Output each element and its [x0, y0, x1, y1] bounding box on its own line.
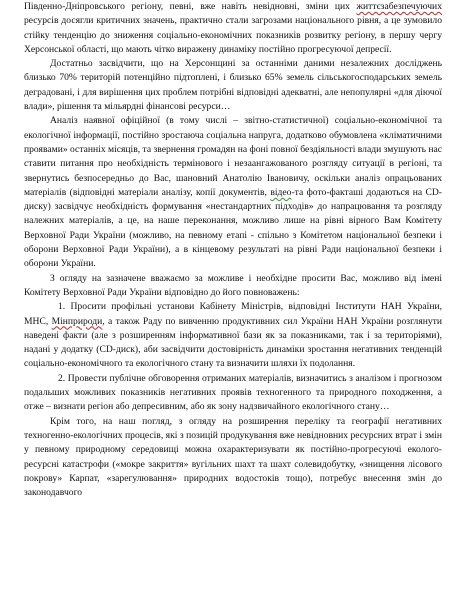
paragraph-text: -та фото-факташі додаються на CD-диску) засвідчує необхідність формування «нестандартних підходів» до напрацювання та розгляду належних матеріалів, а це, на наше переконання, можливо лише на рівні вірного Вам Комітету Верховної Ради України (можливо, на певному етапі - спільно з Комітетом національної безпеки і оборони Верховної Ради України), а в кінцевому результаті на рівні Ради національної безпеки і оборони України. — [24, 186, 442, 270]
paragraph-text: З огляду на зазначене вважаємо за можливе і необхідне просити Вас, можливо від імені Комітету Верховної Ради України відповідно до його повноважень: — [24, 272, 442, 298]
document-page — [24, 0, 442, 500]
paragraph-text: Аналіз наявної офіційної (в тому числі – звітно-статистичної) соціально-економічної та екологічної інформації, постійно зростаюча соціальна напруга, додатково обумовлена «кліматичними проявами» останніх місяців, та звернення громадян на фоні повної бездіяльності влади змушують нас ставити питання про необхідність термінового і незаангажованого розгляду ситуації в регіоні, та звернутись безпосередньо до Вас, шановний Анатолію Івановичу, оскільки аналіз опрацьованих матеріалів (відповідні матеріали аналізу, копії документів, — [24, 115, 442, 198]
paragraph-text: 2. Провести публічне обговорення отриманих матеріалів, визначитись з аналізом і прогнозом подальших можливих показників негативних проявів техногенного та природного походження, а отже – визнати регіон або депресивним, або як зону надзвичайного екологічного стану… — [24, 372, 442, 413]
body-paragraph — [24, 0, 442, 57]
paragraph-text: ресурсів досягли критичних значень, практично стали загрозами національного рівня, а це зумовило стійку тенденцію до зниження соціально-економічних показників розвитку регіону, в першу чергу Херсонської області, що мають чітко виражену динаміку постійно прогресуючої депресії. — [24, 15, 442, 55]
paragraph-text: Південно-Дніпровського регіону, певні, вже навіть невідновні, зміни цих — [24, 1, 357, 12]
body-paragraph — [24, 300, 442, 371]
spellcheck-flagged-word: життєзабезпечуючих — [356, 1, 442, 12]
grammar-flagged-word: відео — [270, 186, 292, 198]
body-paragraph — [24, 57, 442, 114]
paragraph-text: Крім того, на наш погляд, з огляду на розширення переліку та географії негативних техногенно-екологічних процесів, які з позицій продукування вже невідновних ресурсних втрат і змін у певному природному середовищі можна охарактеризувати як постійно-прогресуючі еколого-ресурсні катастрофи («мокре закриття» вугільних шахт та шахт солевидобутку, «знищення лісового покрову» Карпат, «зарегулювання» природних водостоків тощо), потребує внесення змін до законодавчого — [24, 415, 442, 499]
paragraph-text: 1. Просити профільні установи Кабінету Міністрів, відповідні Інститути НАН України, МНС, — [24, 301, 442, 327]
body-paragraph — [24, 114, 442, 271]
body-paragraph — [24, 372, 442, 415]
body-paragraph — [24, 272, 442, 301]
paragraph-text: , а також Раду по вивченню продуктивних сил України НАН України розглянути наведені факти (але з розширенням інформативної бази як за показниками, так і за територіями), надані у додатку (CD-диск), аби засвідчити достовірність динаміки зростання негативних тенденцій соціально-економічного та екологічного стану та визначити шляхи їх подолання. — [24, 315, 442, 370]
paragraph-text: Достатньо засвідчити, що на Херсонщині за останніми даними незалежних досліджень близько 70% територій потенційно підтоплені, і близько 65% земель сільськогосподарських земель деградовані, і для вирішення цих проблем потрібні відповідні адекватні, але непопулярні «для діючої влади», рішення та мільярдні фінансові ресурси… — [24, 58, 442, 113]
spellcheck-flagged-word: Мінприроди — [51, 315, 103, 327]
body-paragraph — [24, 415, 442, 501]
